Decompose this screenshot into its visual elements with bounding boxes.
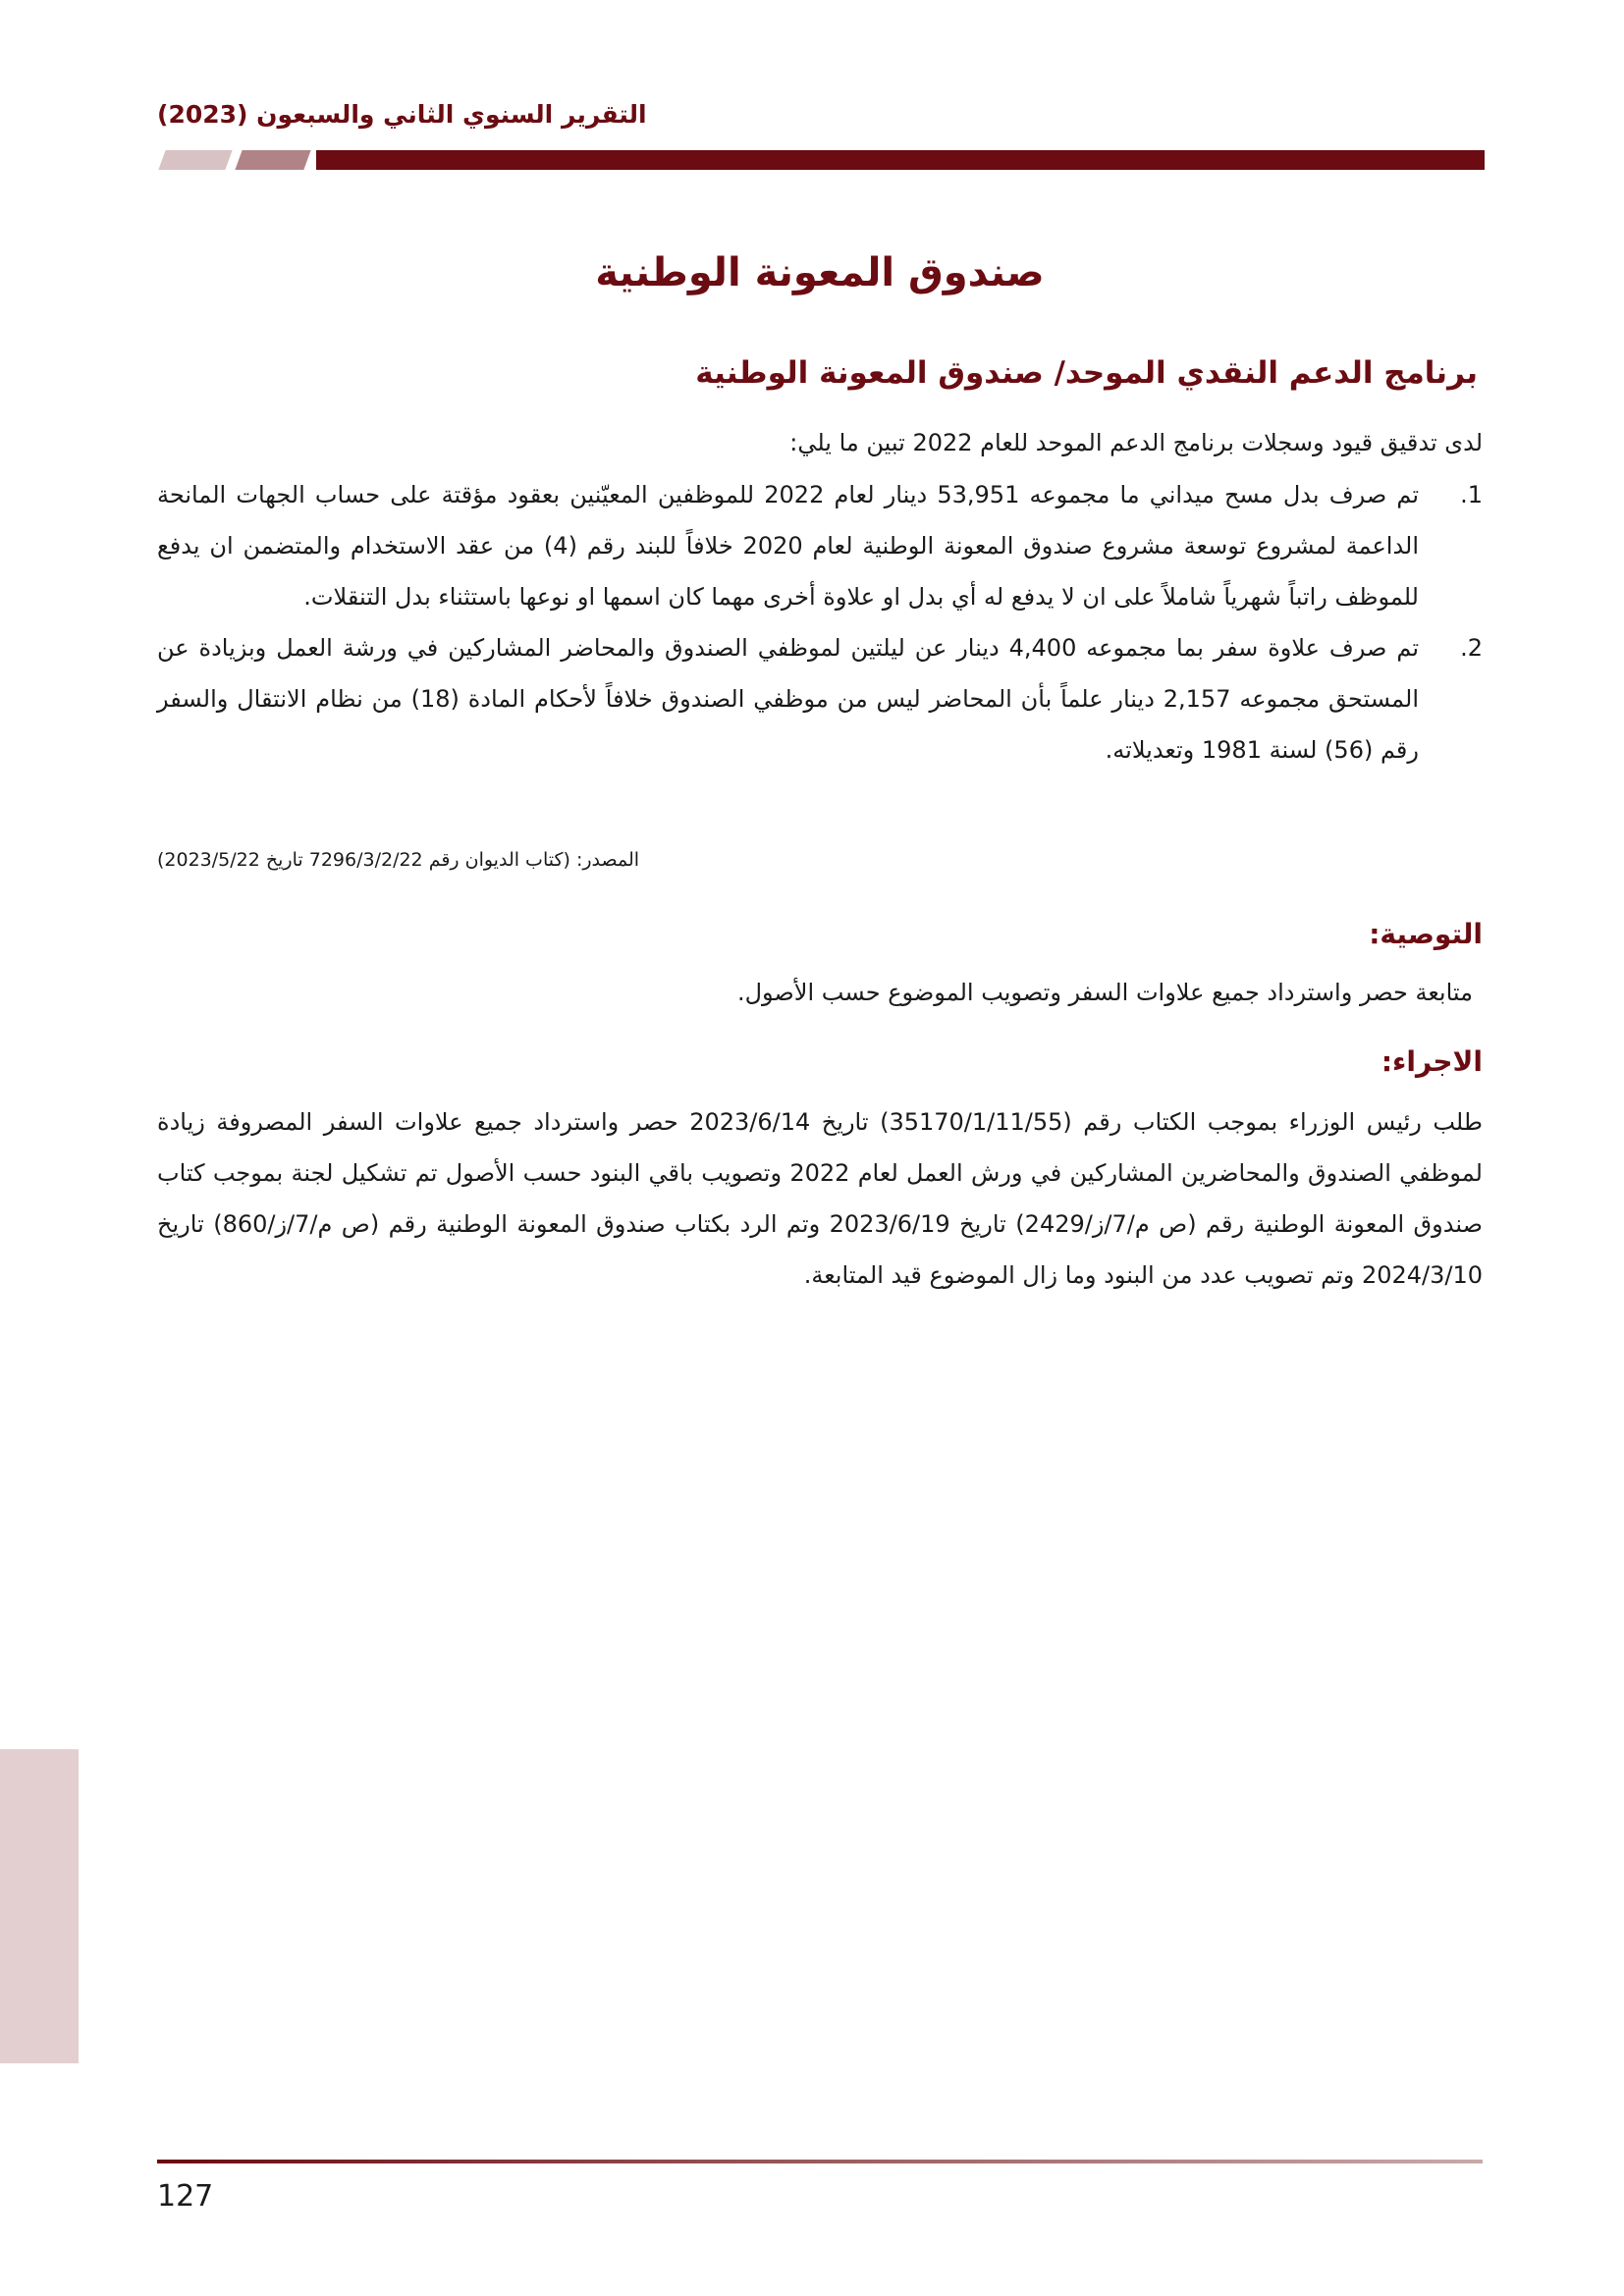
action-heading: الاجراء: <box>1380 1045 1483 1078</box>
recommendation-heading: التوصية: <box>1369 918 1483 950</box>
recommendation-text: متابعة حصر واسترداد جميع علاوات السفر وتصويب الموضوع حسب الأصول. <box>736 979 1473 1006</box>
footer-divider <box>157 2160 1483 2163</box>
item-number: 1. <box>1460 481 1483 508</box>
action-text: طلب رئيس الوزراء بموجب الكتاب رقم (35170/1/11/55) تاريخ 2023/6/14 حصر واسترداد جميع علاوات السفر المصروفة زيادة لموظفي الصندوق والمحاضرين المشاركين في ورش العمل لعام 2022 وتصويب باقي البنود حسب الأصول تم تشكيل لجنة بموجب كتاب صندوق المعونة الوطنية رقم (ص م/7/ز/2429) تاريخ 2023/6/19 وتم الرد بكتاب صندوق المعونة الوطنية رقم (ص م/7/ز/860) تاريخ 2024/3/10 وتم تصويب عدد من البنود وما زال الموضوع قيد المتابعة. <box>157 1108 1483 1289</box>
report-header-title: التقرير السنوي الثاني والسبعون (2023) <box>157 100 647 129</box>
item-number: 2. <box>1460 634 1483 662</box>
finding-item <box>157 622 1483 775</box>
header-bar-mid <box>235 150 310 170</box>
header-bar-main <box>316 150 1485 170</box>
findings-list <box>157 469 1483 775</box>
page-number: 127 <box>157 2179 214 2214</box>
item-text: تم صرف علاوة سفر بما مجموعه 4,400 دينار عن ليلتين لموظفي الصندوق والمحاضر المشاركين في ورشة العمل وبزيادة عن المستحق مجموعه 2,157 دينار علماً بأن المحاضر ليس من موظفي الصندوق خلافاً لأحكام المادة (18) من نظام الانتقال والسفر رقم (56) لسنة 1981 وتعديلاته. <box>157 634 1419 764</box>
source-text: المصدر: (كتاب الديوان رقم 7296/3/2/22 تاريخ 2023/5/22) <box>157 849 640 871</box>
finding-item <box>157 469 1483 622</box>
side-tab-decoration <box>0 1749 79 2063</box>
intro-text: لدى تدقيق قيود وسجلات برنامج الدعم الموحد للعام 2022 تبين ما يلي: <box>789 429 1483 456</box>
section-subtitle: برنامج الدعم النقدي الموحد/ صندوق المعونة الوطنية <box>695 355 1478 391</box>
item-text: تم صرف بدل مسح ميداني ما مجموعه 53,951 دينار لعام 2022 للموظفين المعيّنين بعقود مؤقتة على حساب الجهات المانحة الداعمة لمشروع توسعة مشروع صندوق المعونة الوطنية لعام 2020 خلافاً للبند رقم (4) من عقد الاستخدام والمتضمن ان يدفع للموظف راتباً شهرياً شاملاً على ان لا يدفع له أي بدل او علاوة أخرى مهما كان اسمها او نوعها باستثناء بدل التنقلات. <box>157 481 1420 611</box>
page-title: صندوق المعونة الوطنية <box>595 250 1045 295</box>
header-bar-light <box>158 150 232 170</box>
source-note <box>157 849 1488 871</box>
